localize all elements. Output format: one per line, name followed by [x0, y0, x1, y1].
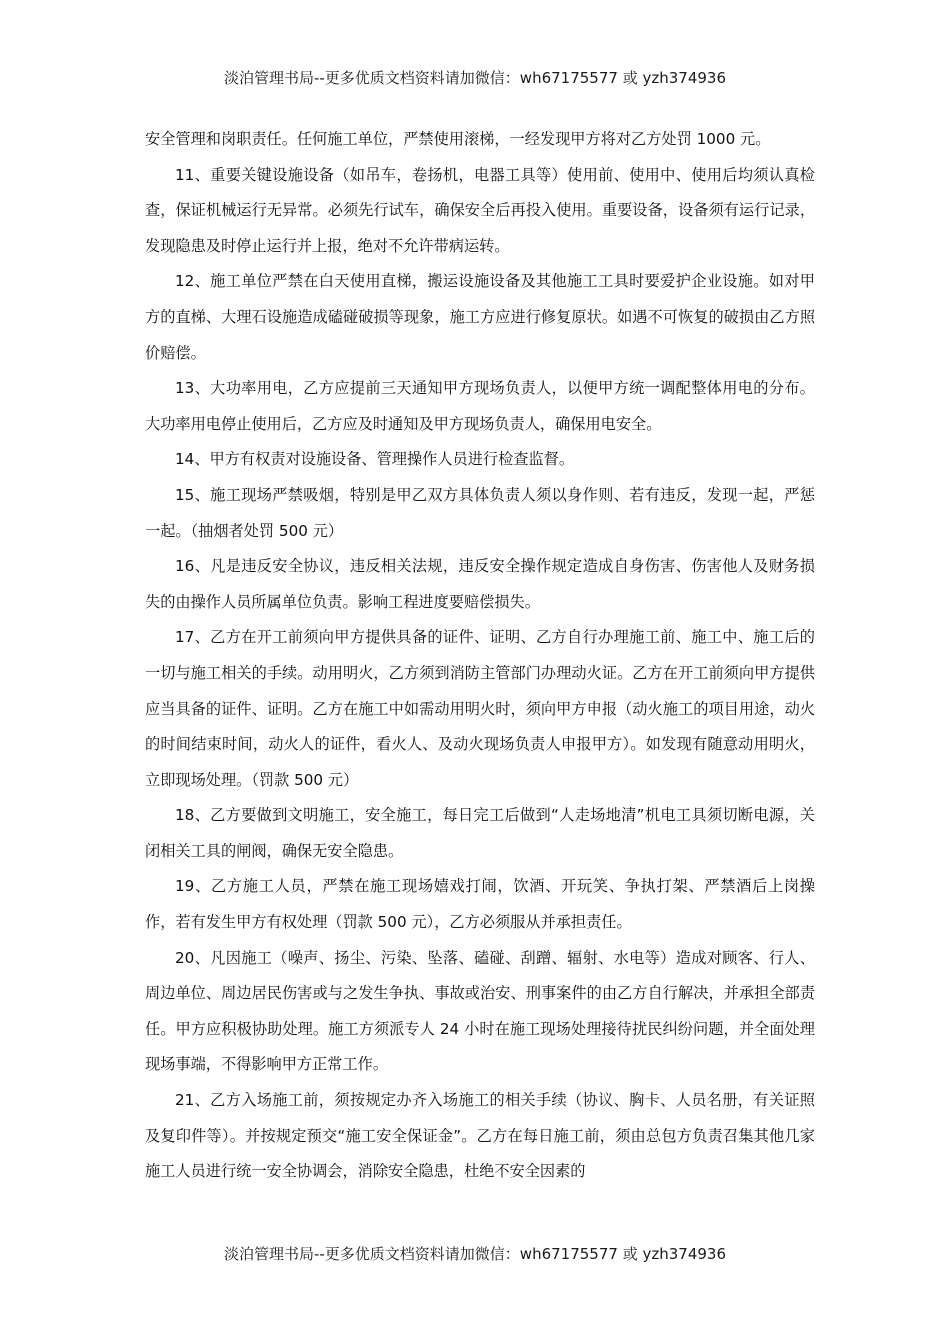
clause-16: 16、凡是违反安全协议，违反相关法规，违反安全操作规定造成自身伤害、伤害他人及财务损失的由操作人员所属单位负责。影响工程进度要赔偿损失。 [145, 557, 815, 611]
page-header: 淡泊管理书局--更多优质文档资料请加微信：wh67175577 或 yzh374936 [223, 69, 726, 87]
clause-12: 12、施工单位严禁在白天使用直梯，搬运设施设备及其他施工工具时要爱护企业设施。如对甲方的直梯、大理石设施造成磕碰破损等现象，施工方应进行修复原状。如遇不可恢复的破损由乙方照价赔偿。 [145, 272, 815, 362]
clause-14: 14、甲方有权责对设施设备、管理操作人员进行检查监督。 [175, 450, 575, 469]
clause-21: 21、乙方入场施工前，须按规定办齐入场施工的相关手续（协议、胸卡、人员名册，有关证照及复印件等）。并按规定预交“施工安全保证金”。乙方在每日施工前，须由总包方负责召集其他几家施工人员进行统一安全协调会，消除安全隐患，杜绝不安全因素的 [145, 1091, 815, 1181]
document-body [145, 122, 815, 1190]
clause-19: 19、乙方施工人员，严禁在施工现场嬉戏打闹，饮酒、开玩笑、争执打架、严禁酒后上岗操作，若有发生甲方有权处理（罚款 500 元），乙方必须服从并承担责任。 [145, 877, 815, 932]
clause-15: 15、施工现场严禁吸烟，特别是甲乙双方具体负责人须以身作则、若有违反，发现一起，严惩一起。（抽烟者处罚 500 元） [145, 485, 815, 540]
page-footer: 淡泊管理书局--更多优质文档资料请加微信：wh67175577 或 yzh374936 [223, 1245, 726, 1263]
clause-13: 13、大功率用电，乙方应提前三天通知甲方现场负责人，以便甲方统一调配整体用电的分布。大功率用电停止使用后，乙方应及时通知及甲方现场负责人，确保用电安全。 [145, 379, 815, 433]
paragraph-continuation: 安全管理和岗职责任。任何施工单位，严禁使用滚梯，一经发现甲方将对乙方处罚 1000 元。 [145, 130, 771, 148]
clause-17: 17、乙方在开工前须向甲方提供具备的证件、证明、乙方自行办理施工前、施工中、施工后的一切与施工相关的手续。动用明火，乙方须到消防主管部门办理动火证。乙方在开工前须向甲方提供应当具备的证件、证明。乙方在施工中如需动用明火时，须向甲方申报（动火施工的项目用途，动火的时间结束时间，动火人的证件，看火人、及动火现场负责人申报甲方）。如发现有随意动用明火，立即现场处理。（罚款 500 元） [145, 628, 815, 789]
clause-11: 11、重要关键设施设备（如吊车，卷扬机，电器工具等）使用前、使用中、使用后均须认真检查，保证机械运行无异常。必须先行试车，确保安全后再投入使用。重要设备，设备须有运行记录，发现隐患及时停止运行并上报，绝对不允许带病运转。 [145, 165, 815, 255]
clause-20: 20、凡因施工（噪声、扬尘、污染、坠落、磕碰、刮蹭、辐射、水电等）造成对顾客、行人、周边单位、周边居民伤害或与之发生争执、事故或治安、刑事案件的由乙方自行解决，并承担全部责任。甲方应积极协助处理。施工方须派专人 24 小时在施工现场处理接待扰民纠纷问题，并全面处理现场事端，不得影响甲方正常工作。 [145, 948, 815, 1074]
clause-18: 18、乙方要做到文明施工，安全施工，每日完工后做到“人走场地清”机电工具须切断电源，关闭相关工具的闸阀，确保无安全隐患。 [145, 806, 815, 860]
